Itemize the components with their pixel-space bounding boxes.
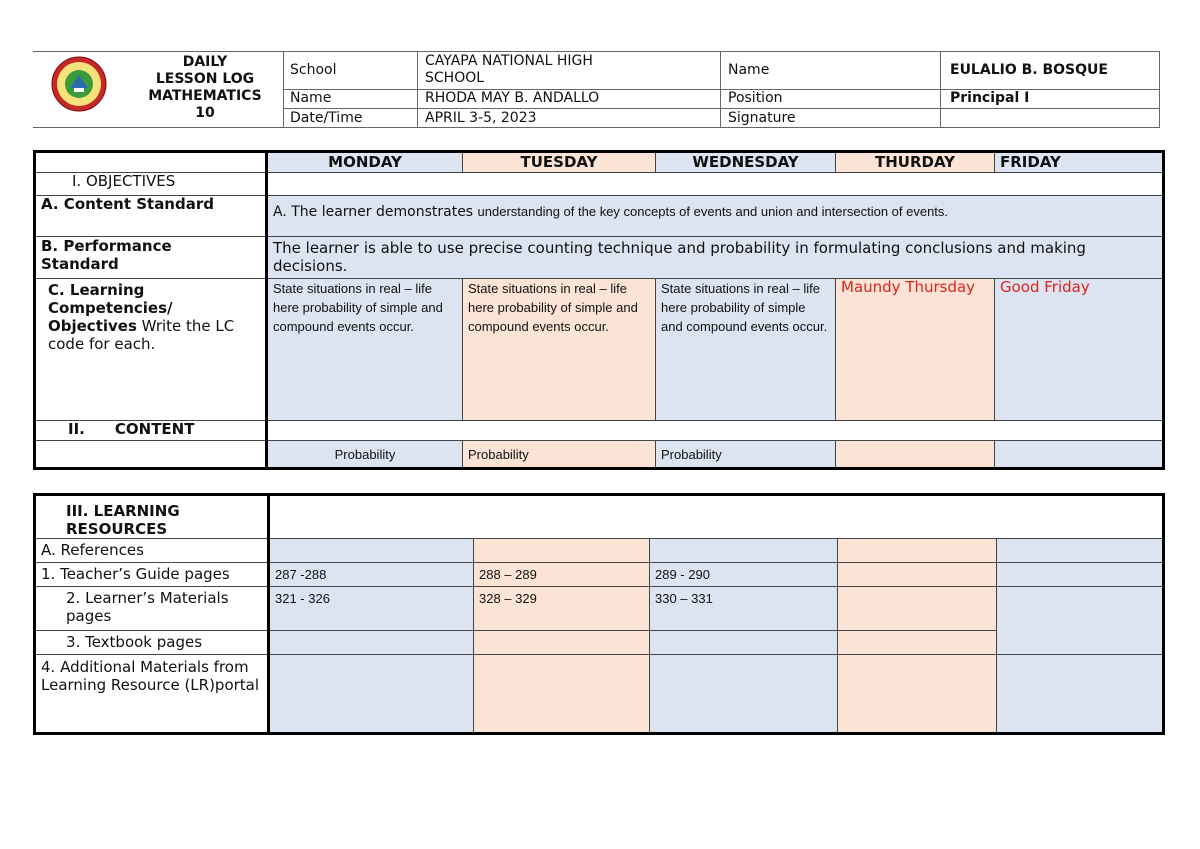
content-standard-row	[35, 196, 1164, 237]
thursday-note: Maundy Thursday	[836, 279, 995, 421]
content-friday	[995, 441, 1164, 469]
content-row	[35, 441, 1164, 469]
competencies-row	[35, 279, 1164, 421]
tg-thursday	[838, 563, 997, 587]
content-standard-label: A. Content Standard	[35, 196, 267, 237]
textbook-label: 3. Textbook pages	[35, 631, 269, 655]
school-seal-icon	[48, 55, 110, 113]
additional-thursday	[838, 655, 997, 734]
textbook-monday	[269, 631, 474, 655]
day-wednesday: WEDNESDAY	[656, 152, 836, 173]
log-title	[130, 54, 280, 122]
content-monday: Probability	[267, 441, 463, 469]
additional-monday	[269, 655, 474, 734]
performance-standard-label	[35, 237, 267, 279]
lm-tuesday: 328 – 329	[474, 587, 650, 631]
teacher-label: Name	[290, 90, 332, 106]
references-friday	[997, 539, 1164, 563]
content-label-blank	[35, 441, 267, 469]
content-heading-num: II.	[68, 420, 85, 438]
resources-heading-blank	[269, 495, 1164, 539]
competencies-label	[35, 279, 267, 421]
lm-wednesday: 330 – 331	[650, 587, 838, 631]
date-value: APRIL 3-5, 2023	[425, 110, 537, 126]
objectives-heading: I. OBJECTIVES	[35, 173, 267, 196]
title-line-3: MATHEMATICS	[148, 88, 262, 104]
lm-friday	[997, 587, 1164, 655]
objectives-table	[33, 150, 1165, 470]
resources-heading: III. LEARNING RESOURCES	[35, 495, 269, 539]
references-label: A. References	[35, 539, 269, 563]
position-label: Position	[728, 90, 783, 106]
content-heading-blank	[267, 421, 1164, 441]
title-line-1: DAILY	[182, 54, 228, 70]
lm-label: 2. Learner’s Materials pages	[35, 587, 269, 631]
references-wednesday	[650, 539, 838, 563]
day-thursday: THURDAY	[836, 152, 995, 173]
title-line-2: LESSON LOG	[155, 71, 255, 87]
content-standard-prefix: A.	[273, 204, 287, 220]
additional-label: 4. Additional Materials from Learning Resource (LR)portal	[35, 655, 269, 734]
days-corner	[35, 152, 267, 173]
additional-row	[35, 655, 1164, 734]
content-heading-row	[35, 421, 1164, 441]
lm-row	[35, 587, 1164, 631]
additional-wednesday	[650, 655, 838, 734]
competencies-label-bold: C. Learning Competencies/ Objectives	[48, 281, 173, 335]
signature-label: Signature	[728, 110, 796, 126]
competency-wednesday: State situations in real – life here probability of simple and compound events occur.	[656, 279, 836, 421]
objectives-heading-blank	[267, 173, 1164, 196]
friday-note: Good Friday	[995, 279, 1164, 421]
resources-heading-row	[35, 495, 1164, 539]
performance-standard-value: The learner is able to use precise counting technique and probability in formulating conclusions and making decisions.	[267, 237, 1164, 279]
references-row	[35, 539, 1164, 563]
content-heading-text: CONTENT	[114, 420, 195, 438]
content-standard-text1: The learner demonstrates	[286, 204, 478, 220]
date-label: Date/Time	[290, 110, 363, 126]
performance-standard-row	[35, 237, 1164, 279]
tg-label: 1. Teacher’s Guide pages	[35, 563, 269, 587]
tg-monday: 287 -288	[269, 563, 474, 587]
content-standard-value	[267, 196, 1164, 237]
lm-thursday	[838, 587, 997, 631]
principal-name-value: EULALIO B. BOSQUE	[950, 62, 1108, 78]
school-value	[425, 53, 593, 87]
tg-friday	[997, 563, 1164, 587]
content-thursday	[836, 441, 995, 469]
textbook-row	[35, 631, 1164, 655]
content-heading	[35, 421, 267, 441]
resources-table	[33, 493, 1165, 735]
position-value: Principal I	[950, 90, 1030, 106]
objectives-heading-row	[35, 173, 1164, 196]
day-tuesday: TUESDAY	[463, 152, 656, 173]
content-tuesday: Probability	[463, 441, 656, 469]
textbook-tuesday	[474, 631, 650, 655]
school-value-line1: CAYAPA NATIONAL HIGH	[425, 53, 593, 69]
day-monday: MONDAY	[267, 152, 463, 173]
competency-monday: State situations in real – life here probability of simple and compound events occur.	[267, 279, 463, 421]
lm-monday: 321 - 326	[269, 587, 474, 631]
competencies-label-rest: Write the LC code for each.	[48, 317, 235, 353]
school-value-line2: SCHOOL	[425, 70, 485, 86]
days-row	[35, 152, 1164, 173]
performance-standard-label-line2: Standard	[41, 255, 119, 273]
tg-tuesday: 288 – 289	[474, 563, 650, 587]
school-label: School	[290, 62, 337, 78]
textbook-thursday	[838, 631, 997, 655]
additional-friday	[997, 655, 1164, 734]
principal-name-label: Name	[728, 62, 770, 78]
references-thursday	[838, 539, 997, 563]
references-monday	[269, 539, 474, 563]
references-tuesday	[474, 539, 650, 563]
content-standard-text2: understanding of the key concepts of events and union and intersection of events.	[477, 204, 949, 219]
tg-wednesday: 289 - 290	[650, 563, 838, 587]
textbook-wednesday	[650, 631, 838, 655]
performance-standard-label-line1: B. Performance	[41, 237, 172, 255]
additional-tuesday	[474, 655, 650, 734]
tg-row	[35, 563, 1164, 587]
competency-tuesday: State situations in real – life here probability of simple and compound events occur.	[463, 279, 656, 421]
day-friday: FRIDAY	[995, 152, 1164, 173]
content-wednesday: Probability	[656, 441, 836, 469]
title-line-4: 10	[195, 105, 215, 121]
teacher-value: RHODA MAY B. ANDALLO	[425, 90, 600, 106]
